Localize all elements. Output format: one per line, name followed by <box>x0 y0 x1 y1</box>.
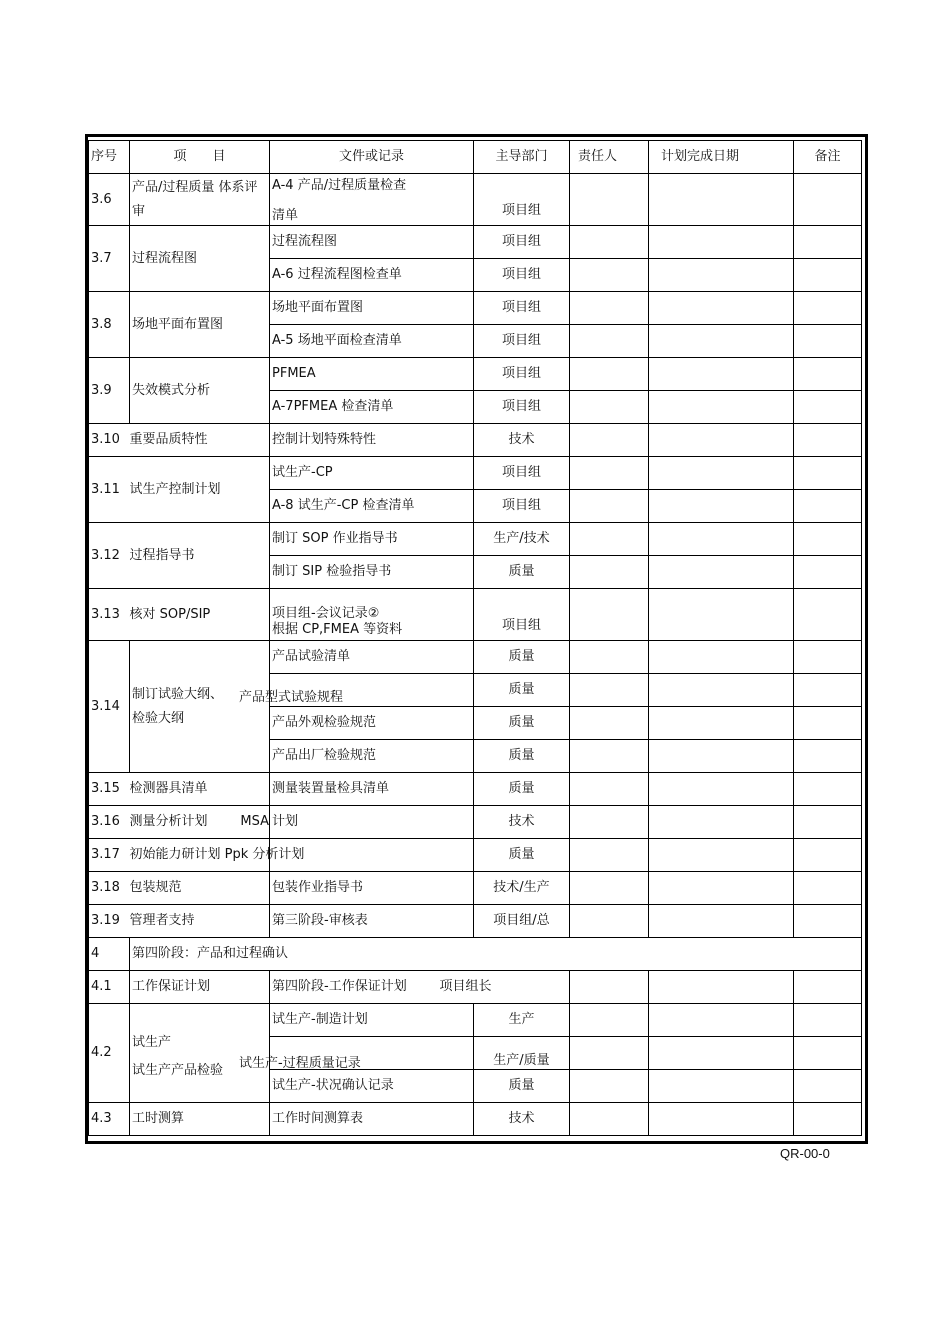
item-tail: MSA <box>240 814 269 829</box>
header-date: 计划完成日期 <box>649 141 794 174</box>
row-dept: 项目组 <box>474 174 570 226</box>
row-owner <box>570 174 649 226</box>
table-row <box>89 292 862 325</box>
row-dept: 项目组 <box>474 325 570 358</box>
table-row <box>89 424 862 457</box>
row-item: 产品/过程质量 体系评审 <box>130 174 270 226</box>
row-no: 3.11 <box>89 457 130 523</box>
item-text: 初始能力研计划 Ppk 分析计划 <box>129 847 305 862</box>
row-owner <box>570 971 649 1004</box>
row-doc: 测量装置量检具清单 <box>270 773 474 806</box>
row-remark <box>794 707 862 740</box>
row-doc: A-5 场地平面检查清单 <box>270 325 474 358</box>
row-item: 管理者支持 <box>130 905 270 938</box>
row-owner <box>570 806 649 839</box>
row-date <box>649 174 794 226</box>
row-item: 包装规范 <box>130 872 270 905</box>
row-doc: 包装作业指导书 <box>270 872 474 905</box>
row-owner <box>570 292 649 325</box>
table-row <box>89 358 862 391</box>
row-dept: 生产/质量 <box>474 1037 570 1070</box>
row-remark <box>794 490 862 523</box>
row-no: 4.1 <box>89 971 130 1004</box>
table-row <box>89 971 862 1004</box>
row-owner <box>570 424 649 457</box>
row-remark <box>794 1103 862 1136</box>
row-remark <box>794 523 862 556</box>
row-item <box>130 806 270 839</box>
doc-line: A-4 产品/过程质量检查 <box>272 177 407 193</box>
row-doc: 产品外观检验规范 <box>270 707 474 740</box>
row-owner <box>570 457 649 490</box>
row-owner <box>570 707 649 740</box>
table-row <box>89 226 862 259</box>
row-item <box>129 839 305 872</box>
header-dept: 主导部门 <box>474 141 570 174</box>
row-date <box>649 391 794 424</box>
row-item: 核对 SOP/SIP <box>130 589 270 641</box>
row-doc: 产品出厂检验规范 <box>270 740 474 773</box>
row-remark <box>794 1037 862 1070</box>
row-date <box>649 556 794 589</box>
table-row <box>89 589 862 641</box>
row-dept: 质量 <box>474 1070 570 1103</box>
row-no: 3.10 <box>89 424 130 457</box>
row-owner <box>570 740 649 773</box>
row-no: 3.9 <box>89 358 130 424</box>
table-row <box>89 1103 862 1136</box>
row-owner <box>570 1103 649 1136</box>
table-row <box>89 1004 862 1037</box>
row-item: 过程指导书 <box>130 523 270 589</box>
header-owner: 责任人 <box>570 141 649 174</box>
row-date <box>649 457 794 490</box>
row-remark <box>794 174 862 226</box>
row-remark <box>794 905 862 938</box>
row-owner <box>570 358 649 391</box>
row-no: 3.19 <box>89 905 130 938</box>
row-item: 失效模式分析 <box>130 358 270 424</box>
section-title: 第四阶段：产品和过程确认 <box>130 938 862 971</box>
row-remark <box>794 872 862 905</box>
table-row <box>89 641 862 674</box>
doc-line: 清单 <box>272 207 299 223</box>
row-owner <box>570 872 649 905</box>
row-no: 3.8 <box>89 292 130 358</box>
row-doc: 第三阶段-审核表 <box>270 905 474 938</box>
row-doc: 制订 SIP 检验指导书 <box>270 556 474 589</box>
item-line: 试生产 <box>132 1035 172 1050</box>
row-remark <box>794 259 862 292</box>
row-dept: 项目组 <box>474 490 570 523</box>
row-doc: A-8 试生产-CP 检查清单 <box>270 490 474 523</box>
row-dept: 项目组 <box>474 589 570 641</box>
row-owner <box>570 391 649 424</box>
row-owner <box>570 839 649 872</box>
row-dept: 项目组 <box>474 292 570 325</box>
row-date <box>649 1103 794 1136</box>
row-dept: 项目组 <box>474 226 570 259</box>
row-item: 工时测算 <box>130 1103 270 1136</box>
row-doc: 场地平面布置图 <box>270 292 474 325</box>
row-no: 3.15 <box>89 773 130 806</box>
row-date <box>649 905 794 938</box>
row-owner <box>570 905 649 938</box>
item-text: 测量分析计划 <box>129 814 208 829</box>
row-owner <box>570 259 649 292</box>
row-no: 3.17 <box>89 839 130 872</box>
row-dept: 技术 <box>474 424 570 457</box>
row-owner <box>570 325 649 358</box>
row-remark <box>794 457 862 490</box>
row-owner <box>570 523 649 556</box>
row-dept: 项目组长 <box>474 971 570 1004</box>
row-remark <box>794 674 862 707</box>
row-remark <box>794 641 862 674</box>
row-item: 检测器具清单 <box>130 773 270 806</box>
row-date <box>649 872 794 905</box>
row-owner <box>570 589 649 641</box>
row-remark <box>794 325 862 358</box>
row-remark <box>794 1004 862 1037</box>
row-doc <box>270 174 474 226</box>
row-doc: A-6 过程流程图检查单 <box>270 259 474 292</box>
row-dept: 质量 <box>474 556 570 589</box>
row-item: 场地平面布置图 <box>130 292 270 358</box>
row-owner <box>570 1070 649 1103</box>
row-doc: 制订 SOP 作业指导书 <box>270 523 474 556</box>
row-remark <box>794 292 862 325</box>
row-dept: 项目组/总 <box>474 905 570 938</box>
row-no: 3.18 <box>89 872 130 905</box>
row-dept: 项目组 <box>474 358 570 391</box>
row-dept: 质量 <box>474 740 570 773</box>
row-date <box>649 523 794 556</box>
header-no: 序号 <box>89 141 130 174</box>
row-date <box>649 773 794 806</box>
row-owner <box>570 674 649 707</box>
table-row <box>89 806 862 839</box>
row-date <box>649 674 794 707</box>
row-remark <box>794 424 862 457</box>
row-date <box>649 424 794 457</box>
row-remark <box>794 806 862 839</box>
row-doc: 试生产-CP <box>270 457 474 490</box>
row-doc: 试生产-制造计划 <box>270 1004 474 1037</box>
header-remark: 备注 <box>794 141 862 174</box>
row-owner <box>570 773 649 806</box>
row-no: 4.3 <box>89 1103 130 1136</box>
row-date <box>649 325 794 358</box>
overflow-text: 产品型式试验规程 <box>239 690 344 705</box>
row-doc: A-7PFMEA 检查清单 <box>270 391 474 424</box>
row-remark <box>794 226 862 259</box>
row-doc: 试生产-状况确认记录 <box>270 1070 474 1103</box>
row-remark <box>794 556 862 589</box>
plan-table <box>88 140 862 1136</box>
row-date <box>649 1070 794 1103</box>
row-no: 3.14 <box>89 641 130 773</box>
row-date <box>649 971 794 1004</box>
row-doc: 过程流程图 <box>270 226 474 259</box>
row-remark <box>794 391 862 424</box>
row-remark <box>794 740 862 773</box>
item-line: 试生产产品检验 <box>132 1063 224 1078</box>
row-dept: 技术 <box>474 806 570 839</box>
row-doc: 第四阶段-工作保证计划 <box>270 971 474 1004</box>
row-date <box>649 641 794 674</box>
row-date <box>649 740 794 773</box>
row-dept: 项目组 <box>474 391 570 424</box>
row-date <box>649 1037 794 1070</box>
row-no: 3.13 <box>89 589 130 641</box>
row-dept: 质量 <box>474 839 570 872</box>
row-dept: 项目组 <box>474 457 570 490</box>
row-item: 工作保证计划 <box>130 971 270 1004</box>
row-date <box>649 490 794 523</box>
table-row <box>89 839 862 872</box>
row-owner <box>570 226 649 259</box>
row-remark <box>794 971 862 1004</box>
row-date <box>649 259 794 292</box>
row-date <box>649 707 794 740</box>
row-doc: PFMEA <box>270 358 474 391</box>
row-remark <box>794 589 862 641</box>
row-no: 4 <box>89 938 130 971</box>
row-owner <box>570 1037 649 1070</box>
header-item: 项 目 <box>130 141 270 174</box>
doc-line: 项目组-会议记录② <box>272 606 380 621</box>
row-no: 3.16 <box>89 806 130 839</box>
row-doc <box>270 589 474 641</box>
row-dept: 质量 <box>474 674 570 707</box>
row-no: 3.6 <box>89 174 130 226</box>
row-item: 过程流程图 <box>130 226 270 292</box>
row-owner <box>570 641 649 674</box>
row-no: 3.7 <box>89 226 130 292</box>
row-owner <box>570 556 649 589</box>
table-row <box>89 174 862 226</box>
table-row <box>89 523 862 556</box>
item-line: 制订试验大纲、 <box>132 686 224 702</box>
row-item: 试生产控制计划 <box>130 457 270 523</box>
row-doc: 控制计划特殊特性 <box>270 424 474 457</box>
row-date <box>649 839 794 872</box>
table-row <box>89 457 862 490</box>
item-line: 检验大纲 <box>132 710 185 726</box>
table-row <box>89 905 862 938</box>
section-row <box>89 938 862 971</box>
row-remark <box>794 1070 862 1103</box>
form-code: QR-00-0 <box>780 1146 830 1161</box>
table-header-row <box>89 141 862 174</box>
row-doc: 工作时间测算表 <box>270 1103 474 1136</box>
row-dept: 技术/生产 <box>474 872 570 905</box>
row-dept: 项目组 <box>474 259 570 292</box>
row-doc: 计划 <box>270 806 474 839</box>
row-dept: 质量 <box>474 707 570 740</box>
row-dept: 生产 <box>474 1004 570 1037</box>
row-date <box>649 806 794 839</box>
row-date <box>649 589 794 641</box>
row-owner <box>570 1004 649 1037</box>
row-date <box>649 292 794 325</box>
row-item: 重要品质特性 <box>130 424 270 457</box>
doc-line: 根据 CP,FMEA 等资料 <box>272 622 403 637</box>
row-owner <box>570 490 649 523</box>
row-date <box>649 1004 794 1037</box>
table-row <box>89 872 862 905</box>
row-remark <box>794 773 862 806</box>
row-dept: 质量 <box>474 773 570 806</box>
row-date <box>649 226 794 259</box>
row-doc: 产品试验清单 <box>270 641 474 674</box>
row-no: 4.2 <box>89 1004 130 1103</box>
overflow-text: 试生产-过程质量记录 <box>239 1056 361 1071</box>
row-remark <box>794 358 862 391</box>
row-date <box>649 358 794 391</box>
table-row <box>89 773 862 806</box>
header-doc: 文件或记录 <box>270 141 474 174</box>
row-remark <box>794 839 862 872</box>
row-dept: 生产/技术 <box>474 523 570 556</box>
row-dept: 技术 <box>474 1103 570 1136</box>
row-no: 3.12 <box>89 523 130 589</box>
row-dept: 质量 <box>474 641 570 674</box>
